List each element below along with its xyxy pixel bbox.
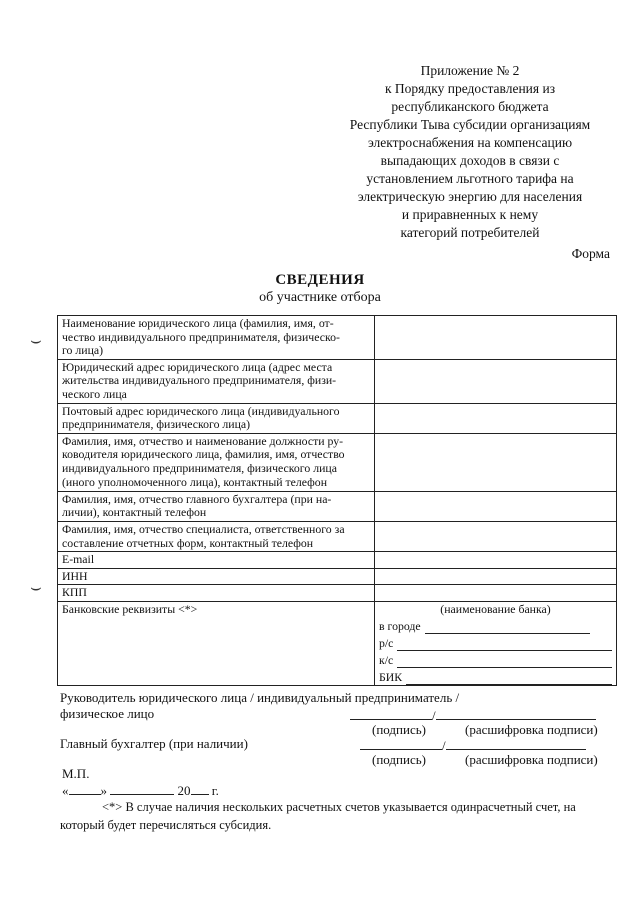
- date-line[interactable]: [62, 781, 219, 798]
- row-value[interactable]: [375, 359, 617, 403]
- bank-bik-label: БИК: [379, 669, 403, 684]
- row-value[interactable]: [375, 585, 617, 602]
- appendix-line: категорий потребителей: [400, 225, 540, 240]
- footnote-line1: <*> В случае наличия нескольких расчетных счетов указывается одинрасчетный счет, на: [102, 800, 576, 814]
- appendix-line: электрическую энергию для населения: [357, 189, 583, 204]
- date-quote-close: »: [100, 783, 107, 798]
- row-value[interactable]: [375, 403, 617, 433]
- date-quote-open: «: [62, 783, 69, 798]
- table-row: [58, 585, 617, 602]
- row-value[interactable]: [375, 433, 617, 491]
- appendix-line: к Порядку предоставления из: [384, 81, 556, 96]
- table-row: [58, 491, 617, 521]
- head-signature-line[interactable]: [350, 706, 596, 723]
- row-value[interactable]: [375, 491, 617, 521]
- accountant-signature-line[interactable]: [360, 736, 586, 753]
- slash: /: [442, 738, 446, 753]
- row-value[interactable]: [375, 552, 617, 569]
- date-suffix: г.: [211, 783, 219, 798]
- bank-rs-field[interactable]: [379, 634, 612, 651]
- row-value[interactable]: [375, 568, 617, 585]
- appendix-line: Приложение № 2: [420, 63, 520, 78]
- row-value[interactable]: [375, 316, 617, 360]
- appendix-line: электроснабжения на компенсацию: [367, 135, 573, 150]
- bank-city-field[interactable]: [379, 617, 612, 634]
- stamp-place: М.П.: [62, 766, 90, 781]
- row-value[interactable]: [375, 521, 617, 551]
- bank-name-caption: (наименование банка): [440, 601, 551, 616]
- row-label: Фамилия, имя, отчество главного бухгалтера (при на- личии), контактный телефон: [58, 491, 375, 521]
- bank-bik-field[interactable]: [379, 668, 612, 685]
- table-row: [58, 403, 617, 433]
- appendix-line: выпадающих доходов в связи с: [380, 153, 560, 168]
- document-subtitle: об участнике отбора: [259, 290, 381, 305]
- table-row: [58, 521, 617, 551]
- bank-city-label: в городе: [379, 618, 421, 633]
- row-label: Фамилия, имя, отчество и наименование должности ру- ководителя юридического лица, фамилия, имя, отчество индивидуального предпринимателя, физического лица (иного уполномоченного лица), контактный телефон: [58, 433, 375, 491]
- appendix-line: установлением льготного тарифа на: [366, 171, 574, 186]
- appendix-header: [330, 62, 610, 242]
- table-row: [58, 433, 617, 491]
- accountant-label: Главный бухгалтер (при наличии): [60, 736, 248, 751]
- margin-mark: ⌣: [30, 330, 42, 350]
- bank-details: [375, 601, 617, 685]
- decode-caption: (расшифровка подписи): [465, 752, 598, 767]
- row-label: E-mail: [58, 552, 375, 569]
- row-label: Почтовый адрес юридического лица (индивидуального предпринимателя, физического лица): [58, 403, 375, 433]
- form-label: Форма: [571, 246, 610, 261]
- row-label: Юридический адрес юридического лица (адрес места жительства индивидуального предпринимателя, физи- ческого лица: [58, 359, 375, 403]
- date-year: 20: [177, 783, 191, 798]
- decode-caption: (расшифровка подписи): [465, 722, 598, 737]
- row-label: ИНН: [58, 568, 375, 585]
- participant-info-table: [57, 315, 617, 686]
- appendix-line: и приравненных к нему: [401, 207, 539, 222]
- footnote-line2: который будет перечисляться субсидия.: [60, 818, 272, 832]
- bank-ks-field[interactable]: [379, 651, 612, 668]
- bank-ks-label: к/с: [379, 652, 394, 667]
- document-title: СВЕДЕНИЯ: [275, 272, 365, 288]
- row-label: КПП: [58, 585, 375, 602]
- row-label: Фамилия, имя, отчество специалиста, ответственного за составление отчетных форм, контактный телефон: [58, 521, 375, 551]
- row-label: Банковские реквизиты <*>: [58, 601, 375, 685]
- appendix-line: республиканского бюджета: [391, 99, 549, 114]
- table-row: [58, 552, 617, 569]
- table-row: [58, 601, 617, 685]
- appendix-line: Республики Тыва субсидии организациям: [349, 117, 591, 132]
- head-label-line1: Руководитель юридического лица / индивидуальный предприниматель /: [60, 690, 460, 705]
- signature-caption: (подпись): [372, 752, 426, 767]
- bank-rs-label: р/с: [379, 635, 394, 650]
- table-row: [58, 316, 617, 360]
- signature-caption: (подпись): [372, 722, 426, 737]
- margin-mark: ⌣: [30, 577, 42, 597]
- head-label-line2: физическое лицо: [60, 706, 155, 721]
- table-row: [58, 359, 617, 403]
- footnote: [60, 798, 615, 834]
- slash: /: [432, 708, 436, 723]
- row-label: Наименование юридического лица (фамилия, имя, от- чество индивидуального предпринимателя, физическо- го лица): [58, 316, 375, 360]
- table-row: [58, 568, 617, 585]
